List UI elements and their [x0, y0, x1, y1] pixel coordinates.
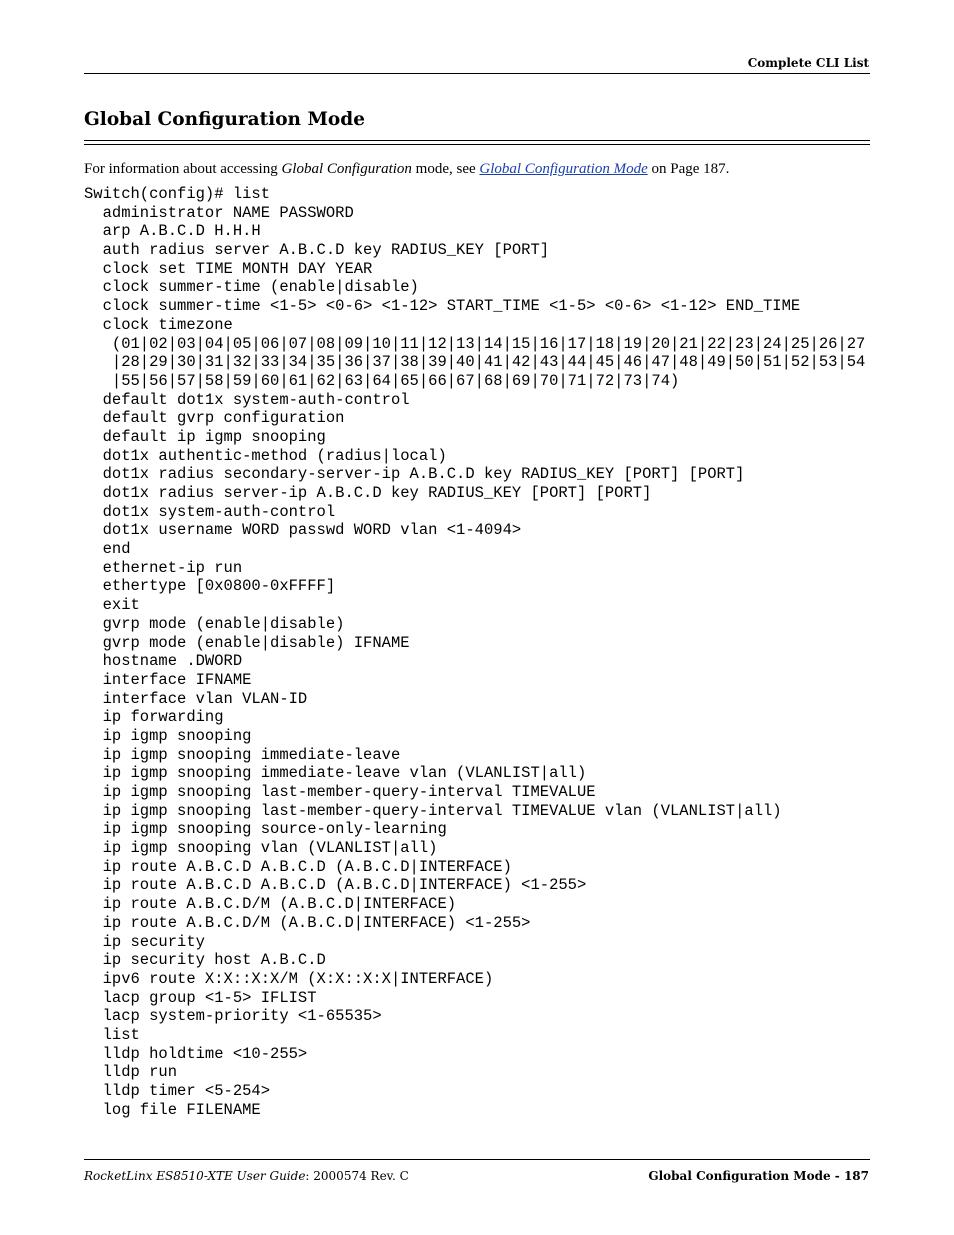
- cli-line: ethertype [0x0800-0xFFFF]: [84, 577, 336, 596]
- cli-line: interface IFNAME: [84, 670, 252, 689]
- cli-line: ip route A.B.C.D/M (A.B.C.D|INTERFACE): [84, 895, 457, 914]
- intro-prefix: For information about accessing: [84, 161, 282, 177]
- intro-middle: mode, see: [411, 161, 480, 177]
- cli-line: ip route A.B.C.D A.B.C.D (A.B.C.D|INTERFACE) <1-255>: [84, 876, 587, 895]
- cli-line: administrator NAME PASSWORD: [84, 203, 354, 222]
- cli-line: clock summer-time <1-5> <0-6> <1-12> START_TIME <1-5> <0-6> <1-12> END_TIME: [84, 297, 801, 316]
- cli-line: lacp system-priority <1-65535>: [84, 1007, 382, 1026]
- cli-line: ip security host A.B.C.D: [84, 951, 326, 970]
- cli-line: default ip igmp snooping: [84, 427, 326, 446]
- cli-line: auth radius server A.B.C.D key RADIUS_KEY [PORT]: [84, 241, 550, 260]
- global-configuration-mode-link[interactable]: Global Configuration Mode: [479, 161, 648, 177]
- cli-line: ip route A.B.C.D A.B.C.D (A.B.C.D|INTERFACE): [84, 857, 512, 876]
- running-header: Complete CLI List: [747, 56, 869, 70]
- intro-paragraph: [84, 161, 729, 178]
- cli-line: interface vlan VLAN-ID: [84, 689, 308, 708]
- cli-line: Switch(config)# list: [84, 185, 271, 203]
- cli-line: default dot1x system-auth-control: [84, 390, 410, 409]
- footer-page-label: Global Configuration Mode - 187: [648, 1169, 869, 1183]
- cli-line: log file FILENAME: [84, 1100, 261, 1119]
- cli-line: (01|02|03|04|05|06|07|08|09|10|11|12|13|14|15|16|17|18|19|20|21|22|23|24|25|26|27: [84, 334, 866, 353]
- cli-line: ip igmp snooping vlan (VLANLIST|all): [84, 839, 438, 858]
- intro-mode-name: Global Configuration: [281, 161, 412, 177]
- cli-line: dot1x username WORD passwd WORD vlan <1-4094>: [84, 521, 522, 540]
- cli-line: ip igmp snooping last-member-query-interval TIMEVALUE: [84, 783, 596, 801]
- cli-line: default gvrp configuration: [84, 409, 345, 428]
- cli-line: list: [84, 1025, 140, 1044]
- cli-line: ip igmp snooping source-only-learning: [84, 820, 447, 839]
- cli-line: clock summer-time (enable|disable): [84, 278, 419, 297]
- cli-line: ip route A.B.C.D/M (A.B.C.D|INTERFACE) <1-255>: [84, 913, 531, 932]
- title-divider: [84, 140, 870, 145]
- cli-line: ip igmp snooping immediate-leave: [84, 745, 401, 764]
- footer-guide-info: [84, 1169, 409, 1183]
- cli-line: dot1x radius server-ip A.B.C.D key RADIUS_KEY [PORT] [PORT]: [84, 484, 652, 502]
- cli-line: gvrp mode (enable|disable): [84, 614, 345, 633]
- cli-line: lldp holdtime <10-255>: [84, 1044, 308, 1063]
- cli-line: lldp timer <5-254>: [84, 1082, 271, 1100]
- cli-line: gvrp mode (enable|disable) IFNAME: [84, 633, 410, 652]
- cli-line: arp A.B.C.D H.H.H: [84, 222, 261, 241]
- cli-line: lldp run: [84, 1063, 178, 1082]
- footer-guide-title: RocketLinx ES8510-XTE User Guide: [84, 1169, 306, 1183]
- cli-line: ip security: [84, 932, 205, 951]
- cli-line: ethernet-ip run: [84, 558, 243, 577]
- cli-line: ip igmp snooping immediate-leave vlan (VLANLIST|all): [84, 764, 587, 783]
- footer-doc-number: : 2000574 Rev. C: [305, 1169, 409, 1183]
- cli-line: ip igmp snooping: [84, 726, 252, 745]
- intro-suffix: on Page 187.: [647, 161, 730, 177]
- cli-line: ipv6 route X:X::X:X/M (X:X::X:X|INTERFACE): [84, 969, 494, 988]
- footer-divider: [84, 1159, 870, 1160]
- cli-line: dot1x authentic-method (radius|local): [84, 446, 447, 465]
- cli-line: dot1x system-auth-control: [84, 502, 336, 521]
- cli-line: |28|29|30|31|32|33|34|35|36|37|38|39|40|41|42|43|44|45|46|47|48|49|50|51|52|53|54: [84, 353, 866, 372]
- cli-line: exit: [84, 596, 140, 615]
- cli-line: dot1x radius secondary-server-ip A.B.C.D key RADIUS_KEY [PORT] [PORT]: [84, 465, 745, 484]
- cli-line: end: [84, 540, 131, 559]
- cli-line: lacp group <1-5> IFLIST: [84, 988, 317, 1007]
- cli-line: ip igmp snooping last-member-query-interval TIMEVALUE vlan (VLANLIST|all): [84, 801, 782, 820]
- cli-line: clock timezone: [84, 315, 233, 334]
- cli-line: clock set TIME MONTH DAY YEAR: [84, 259, 373, 278]
- header-divider: [84, 73, 870, 74]
- cli-line: |55|56|57|58|59|60|61|62|63|64|65|66|67|68|69|70|71|72|73|74): [84, 371, 680, 390]
- cli-line: hostname .DWORD: [84, 652, 243, 671]
- cli-line: ip forwarding: [84, 708, 224, 727]
- cli-command-list: [84, 185, 865, 1119]
- section-title: Global Configuration Mode: [84, 109, 365, 130]
